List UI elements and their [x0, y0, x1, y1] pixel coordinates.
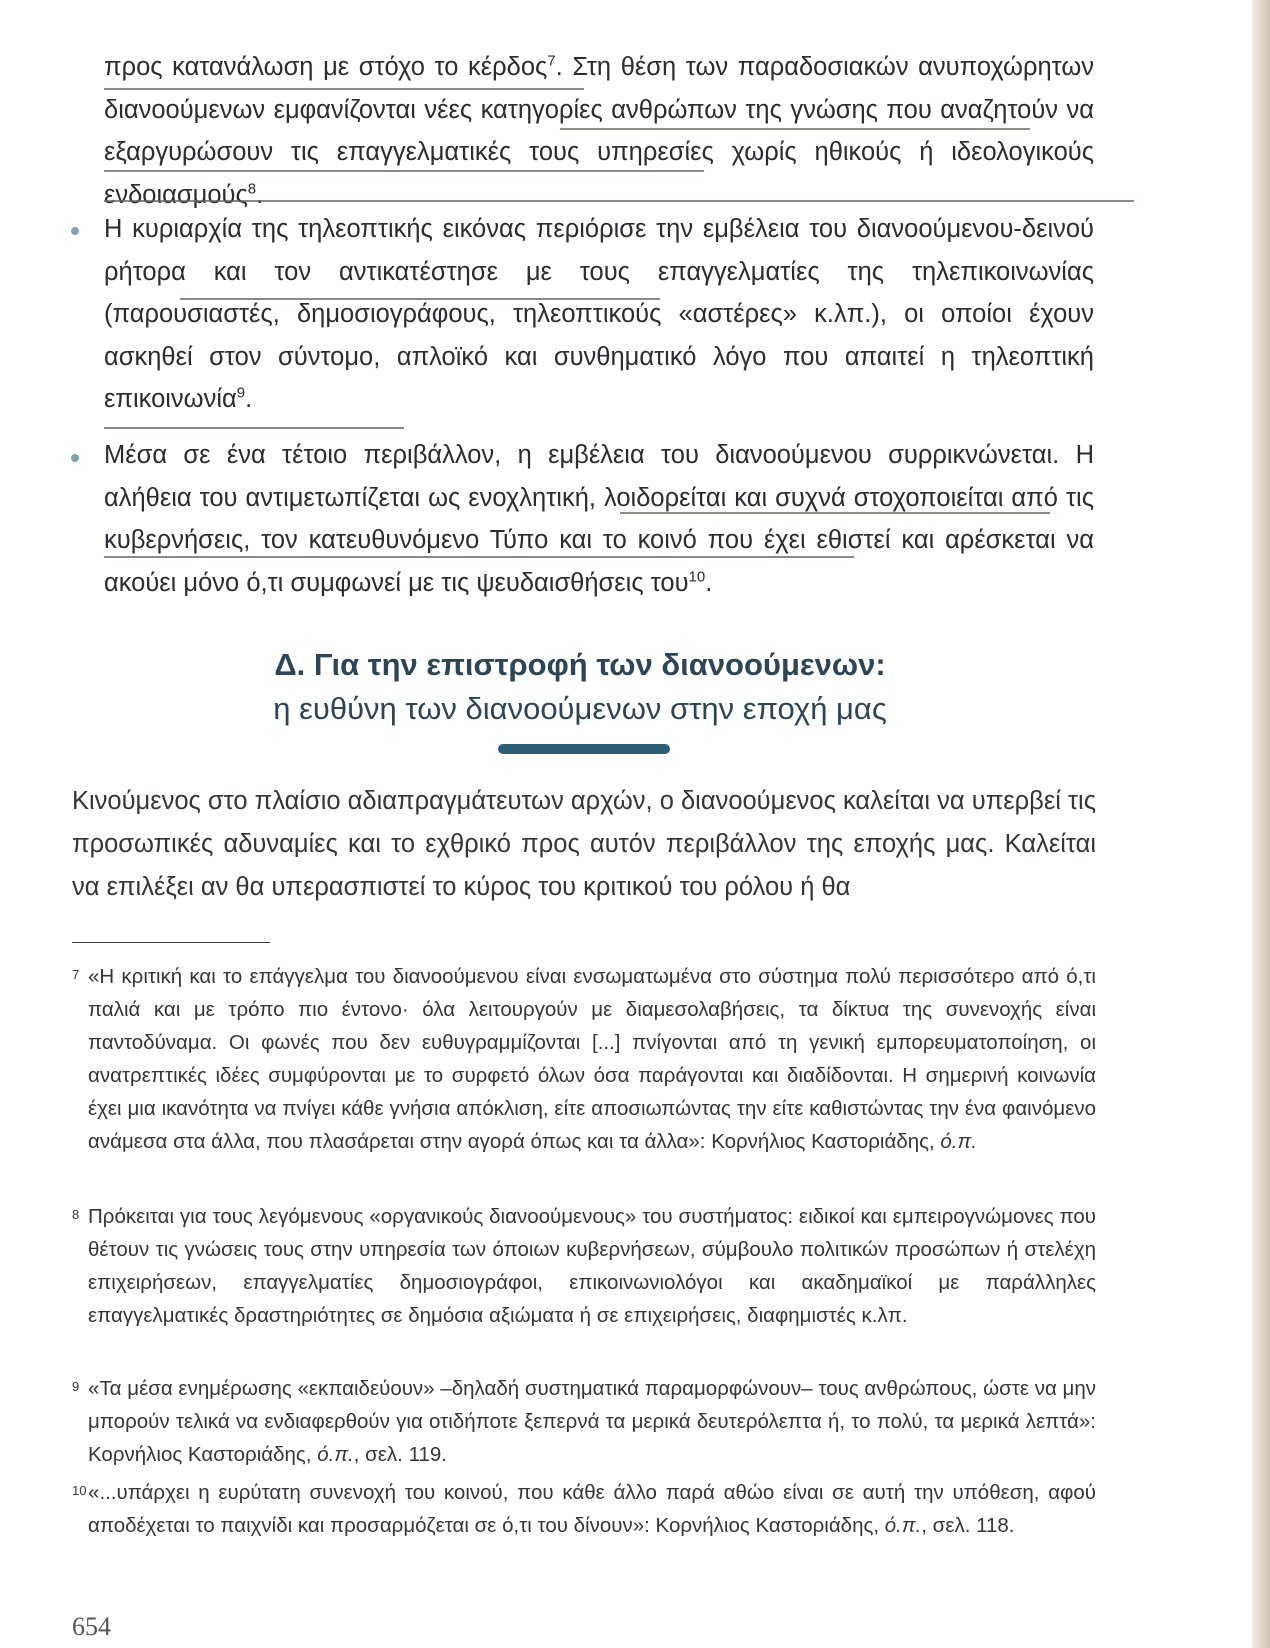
pen-underline: [104, 556, 854, 558]
bullet-item-1: [104, 208, 1094, 421]
footnote-ref-7[interactable]: 7: [547, 52, 556, 70]
footnote-number: 9: [72, 1379, 80, 1394]
section-title-line-1: Δ. Για την επιστροφή των διανοούμενων:: [274, 647, 886, 682]
bullet-1-text: Η κυριαρχία της τηλεοπτικής εικόνας περιόρισε την εμβέλεια του διανοούμενου-δεινού ρήτορα και τον αντικατέστησε με τους επαγγελματίες της τηλεπικοινωνίας (παρουσιαστές, δημοσιογράφους, τηλεοπτικούς «αστέρες» κ.λπ.), οι οποίοι έχουν ασκηθεί στον σύντομο, απλοϊκό και συνθηματικό λόγο που απαιτεί η τηλεοπτική επικοινωνία: [104, 215, 1094, 413]
pen-underline: [104, 427, 404, 429]
footnote-number: 10: [72, 1483, 87, 1498]
footnote-text: «Τα μέσα ενημέρωσης «εκπαιδεύουν» –δηλαδή συστηματικά παραμορφώνουν– τους ανθρώπους, ώστε να μην μπορούν τελικά να ενδιαφερθούν για οτιδήποτε ξεπερνά τα μερικά δευτερόλεπτα ή, το πολύ, τα μερικά λεπτά»: Κορνήλιος Καστοριάδης,: [88, 1377, 1096, 1466]
footnote-number: 7: [72, 967, 80, 982]
continuation-text: προς κατανάλωση με στόχο το κέρδος: [104, 53, 548, 81]
continuation-text-2: . Στη θέση των παραδοσιακών ανυποχώρητων διανοούμενων εμφανίζονται νέες κατηγορίες ανθρώπων της γνώσης που αναζητούν να εξαργυρώσουν τις επαγγελματικές τους υπηρεσίες χωρίς ηθικούς ή ιδεολογικούς ενδοιασμούς: [104, 53, 1095, 209]
pen-underline: [560, 128, 1030, 130]
bullet-icon: [71, 227, 79, 235]
footnote-7: [72, 960, 1096, 1158]
continuation-end: .: [256, 180, 264, 209]
footnote-10: [72, 1476, 1096, 1542]
footnote-separator: [72, 942, 270, 943]
bullet-2-end: .: [705, 568, 713, 597]
page-edge-shadow: [1252, 0, 1270, 1648]
footnote-ref-8[interactable]: 8: [247, 180, 257, 197]
footnote-ital: ό.π.: [317, 1443, 354, 1466]
pen-underline: [104, 200, 1134, 202]
heading-divider: [498, 744, 670, 754]
bullet-2-text: Μέσα σε ένα τέτοιο περιβάλλον, η εμβέλεια του διανοούμενου συρρικνώνεται. Η αλήθεια του αντιμετωπίζεται ως ενοχλητική, λοιδορείται και συχνά στοχοποιείται από τις κυβερνήσεις, τον κατευθυνόμενο Τύπο και το κοινό που έχει εθιστεί και αρέσκεται να ακούει μόνο ό,τι συμφωνεί με τις ψευδαισθήσεις του: [104, 441, 1094, 597]
footnote-9: [72, 1372, 1096, 1471]
footnote-ref-9[interactable]: 9: [236, 384, 246, 402]
bullet-1-end: .: [245, 385, 253, 413]
pen-underline: [620, 512, 1050, 514]
footnote-text: Πρόκειται για τους λεγόμενους «οργανικούς διανοούμενους» του συστήματος: ειδικοί και εμπειρογνώμονες που θέτουν τις γνώσεις τους στην υπηρεσία των όποιων κυβερνήσεων, σύμβουλο πολιτικών προσώπων ή στελέχη επιχειρήσεων, επαγγελματίες δημοσιογράφοι, επικοινωνιολόγοι και ακαδημαϊκοί με παράλληλες επαγγελματικές δραστηριότητες σε δημόσια αξιώματα ή σε επιχειρήσεις, διαφημιστές κ.λπ.: [88, 1205, 1096, 1327]
pen-underline: [104, 88, 584, 90]
pen-underline: [180, 298, 660, 300]
footnote-8: [72, 1200, 1096, 1332]
footnote-tail: , σελ. 119.: [353, 1443, 447, 1466]
body-paragraph: Κινούμενος στο πλαίσιο αδιαπραγμάτευτων αρχών, ο διανοούμενος καλείται να υπερβεί τις προσωπικές αδυναμίες και το εχθρικό προς αυτόν περιβάλλον της εποχής μας. Καλείται να επιλέξει αν θα υπερασπιστεί το κύρος του κριτικού του ρόλου ή θα: [72, 787, 1096, 901]
footnote-ital: ό.π.: [884, 1514, 922, 1537]
footnote-text: «...υπάρχει η ευρύτατη συνενοχή του κοινού, που κάθε άλλο παρά αθώο είναι σε αυτή την υπόθεση, αφού αποδέχεται το παιχνίδι και προσαρμόζεται σε ό,τι του δίνουν»: Κορνήλιος Καστοριάδης,: [88, 1481, 1096, 1537]
pen-underline: [104, 170, 704, 172]
section-title-line-2: η ευθύνη των διανοούμενων στην εποχή μας: [273, 691, 887, 726]
footnote-text: «Η κριτική και το επάγγελμα του διανοούμενου είναι ενσωματωμένα στο σύστημα πολύ περισσότερο από ό,τι παλιά και με τρόπο πιο έντονο· όλα λειτουργούν με διαμεσολαβήσεις, τα δίκτυα της συνενοχής είναι παντοδύναμα. Οι φωνές που δεν ευθυγραμμίζονται [...] πνίγονται από τη γενική εμπορευματοποίηση, οι ανατρεπτικές ιδέες συμφύρονται με το συρφετό όλων όσα παράγονται και διαδίδονται. Η σημερινή κοινωνία έχει μια ικανότητα να πνίγει κάθε γνήσια απόκλιση, είτε αποσιωπώντας την είτε καθιστώντας την ένα φαινόμενο ανάμεσα στα άλλα, που πλασάρεται στην αγορά όπως και τα άλλα»: Κορνήλιος Καστοριάδης,: [88, 965, 1096, 1153]
bullet-item-2: [104, 434, 1094, 604]
footnote-number: 8: [72, 1207, 80, 1222]
page-number: 654: [72, 1612, 111, 1641]
bullet-icon: [71, 454, 79, 462]
continuation-paragraph: [104, 46, 1094, 216]
footnote-tail: , σελ. 118.: [921, 1514, 1015, 1537]
footnote-ital: ό.π.: [940, 1130, 977, 1153]
footnote-ref-10[interactable]: 10: [688, 568, 706, 585]
